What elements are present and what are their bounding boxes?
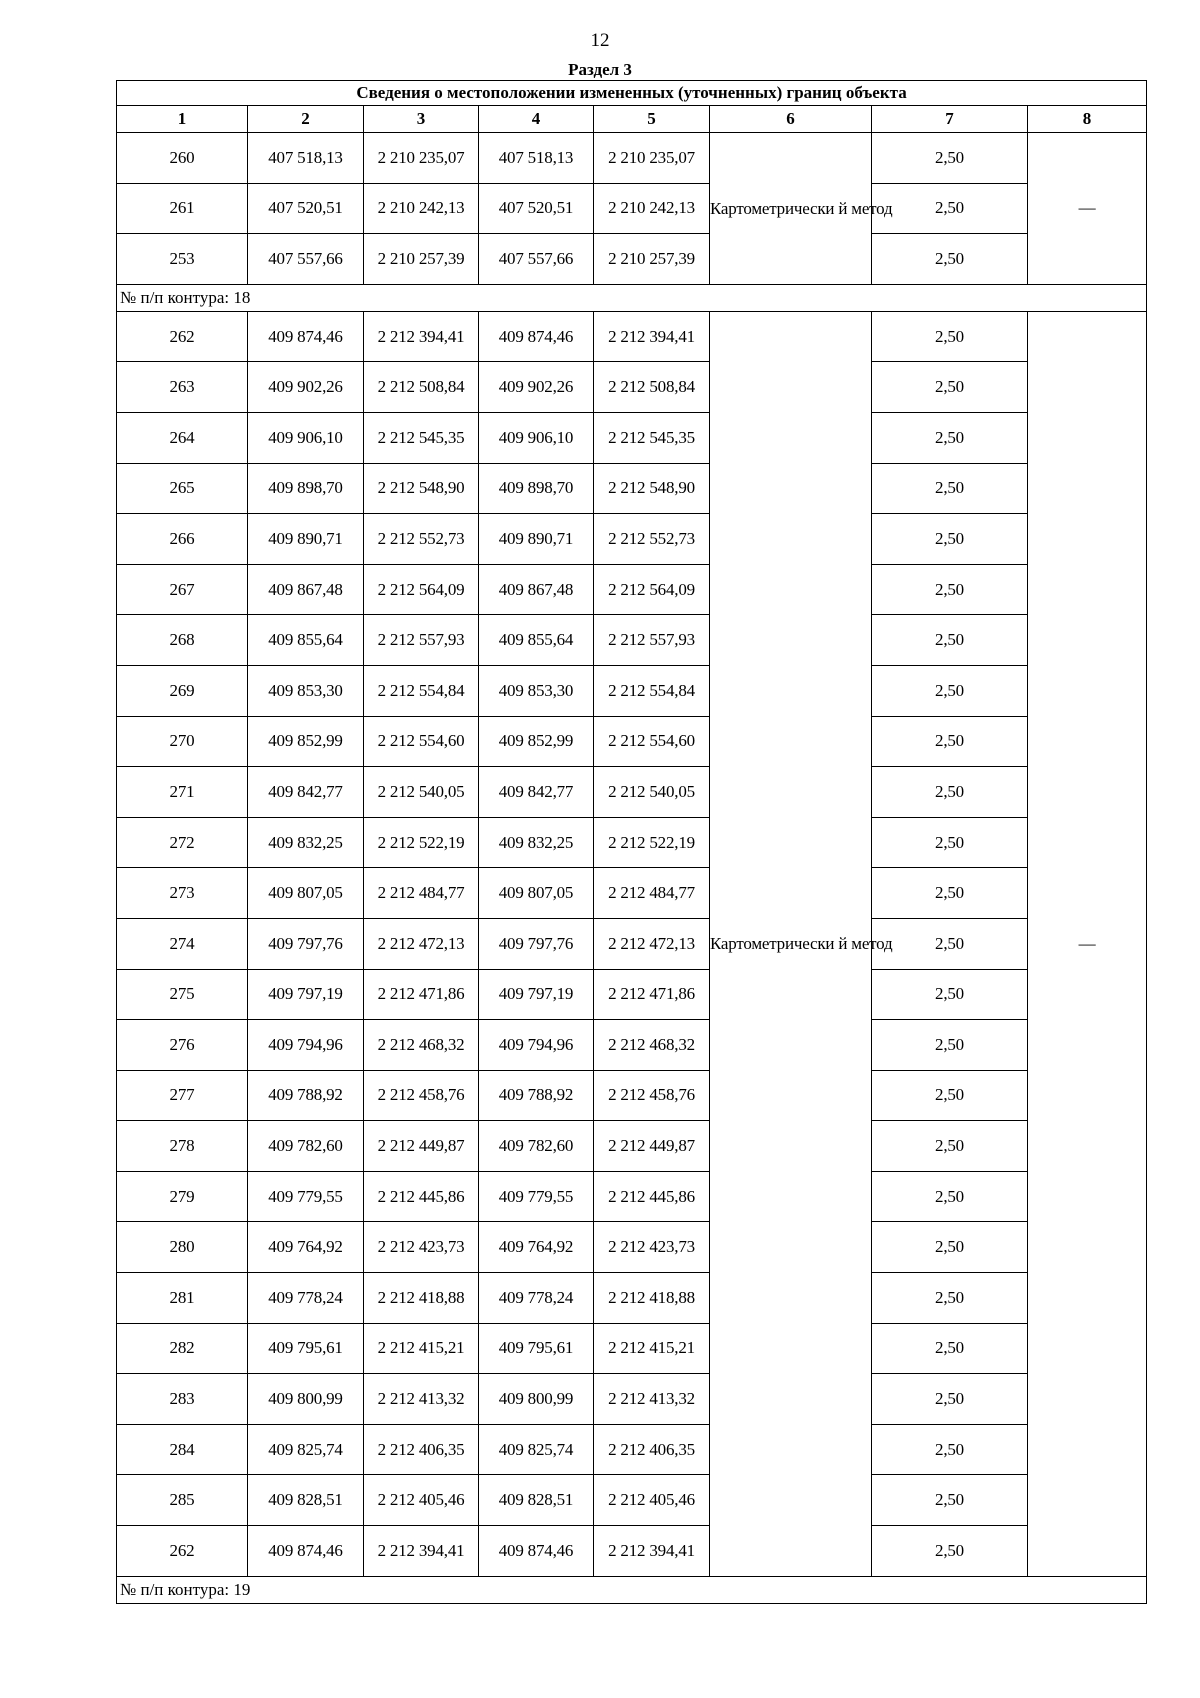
table-cell: 2 212 418,88 — [594, 1273, 710, 1324]
table-cell: 262 — [117, 311, 248, 362]
column-number-header: 5 — [594, 106, 710, 133]
table-row — [117, 1121, 1147, 1172]
table-cell: 2 212 522,19 — [364, 817, 479, 868]
table-cell: 281 — [117, 1273, 248, 1324]
table-cell: 407 518,13 — [248, 133, 364, 184]
accuracy-cell: 2,50 — [872, 514, 1028, 565]
table-cell: 2 212 522,19 — [594, 817, 710, 868]
table-cell: 409 807,05 — [248, 868, 364, 919]
table-cell: 409 832,25 — [479, 817, 594, 868]
accuracy-cell: 2,50 — [872, 1222, 1028, 1273]
method-cell: Картометрически й метод — [710, 311, 872, 1576]
table-cell: 2 212 394,41 — [364, 311, 479, 362]
table-cell: 407 520,51 — [248, 183, 364, 234]
accuracy-cell: 2,50 — [872, 463, 1028, 514]
table-cell: 2 212 484,77 — [594, 868, 710, 919]
table-cell: 409 779,55 — [248, 1171, 364, 1222]
table-cell: 409 788,92 — [248, 1070, 364, 1121]
accuracy-cell: 2,50 — [872, 311, 1028, 362]
column-number-header: 7 — [872, 106, 1028, 133]
table-cell: 2 212 405,46 — [364, 1475, 479, 1526]
table-cell: 409 898,70 — [479, 463, 594, 514]
accuracy-cell: 2,50 — [872, 1070, 1028, 1121]
table-row — [117, 868, 1147, 919]
accuracy-cell: 2,50 — [872, 969, 1028, 1020]
accuracy-cell: 2,50 — [872, 1020, 1028, 1071]
table-cell: 285 — [117, 1475, 248, 1526]
table-row — [117, 1374, 1147, 1425]
table-cell: 409 853,30 — [248, 665, 364, 716]
table-cell: 409 764,92 — [479, 1222, 594, 1273]
table-cell: 409 855,64 — [479, 615, 594, 666]
table-cell: 409 890,71 — [479, 514, 594, 565]
table-row — [117, 514, 1147, 565]
contour-row — [117, 284, 1147, 311]
accuracy-cell: 2,50 — [872, 665, 1028, 716]
table-cell: 271 — [117, 767, 248, 818]
table-cell: 409 797,19 — [248, 969, 364, 1020]
table-cell: 260 — [117, 133, 248, 184]
column-number-header: 4 — [479, 106, 594, 133]
table-cell: 2 212 554,60 — [594, 716, 710, 767]
table-cell: 2 210 257,39 — [364, 234, 479, 285]
table-cell: 268 — [117, 615, 248, 666]
table-cell: 407 557,66 — [479, 234, 594, 285]
table-cell: 409 795,61 — [479, 1323, 594, 1374]
table-cell: 407 557,66 — [248, 234, 364, 285]
table-cell: 2 210 242,13 — [364, 183, 479, 234]
table-cell: 409 825,74 — [479, 1424, 594, 1475]
table-cell: 272 — [117, 817, 248, 868]
table-row — [117, 362, 1147, 413]
table-cell: 409 852,99 — [479, 716, 594, 767]
table-row — [117, 767, 1147, 818]
table-cell: 2 212 557,93 — [364, 615, 479, 666]
contour-label: № п/п контура: 18 — [117, 284, 1147, 311]
table-cell: 409 874,46 — [479, 311, 594, 362]
table-cell: 2 212 548,90 — [594, 463, 710, 514]
table-cell: 409 782,60 — [248, 1121, 364, 1172]
table-cell: 2 212 471,86 — [594, 969, 710, 1020]
accuracy-cell: 2,50 — [872, 1526, 1028, 1577]
table-cell: 409 807,05 — [479, 868, 594, 919]
table-cell: 2 212 554,84 — [364, 665, 479, 716]
table-cell: 2 212 557,93 — [594, 615, 710, 666]
accuracy-cell: 2,50 — [872, 1424, 1028, 1475]
table-cell: 409 797,19 — [479, 969, 594, 1020]
table-cell: 2 212 564,09 — [594, 564, 710, 615]
table-cell: 2 212 449,87 — [594, 1121, 710, 1172]
table-cell: 2 212 445,86 — [364, 1171, 479, 1222]
table-cell: 409 779,55 — [479, 1171, 594, 1222]
accuracy-cell: 2,50 — [872, 1475, 1028, 1526]
table-cell: 409 867,48 — [479, 564, 594, 615]
table-cell: 278 — [117, 1121, 248, 1172]
table-cell: 284 — [117, 1424, 248, 1475]
table-row — [117, 716, 1147, 767]
table-cell: 2 212 540,05 — [364, 767, 479, 818]
table-cell: 2 210 235,07 — [364, 133, 479, 184]
table-cell: 2 212 471,86 — [364, 969, 479, 1020]
table-cell: 409 852,99 — [248, 716, 364, 767]
table-cell: 409 853,30 — [479, 665, 594, 716]
table-cell: 409 906,10 — [479, 412, 594, 463]
table-cell: 2 212 458,76 — [364, 1070, 479, 1121]
accuracy-cell: 2,50 — [872, 1323, 1028, 1374]
boundary-table — [116, 80, 1147, 1604]
table-cell: 253 — [117, 234, 248, 285]
accuracy-cell: 2,50 — [872, 615, 1028, 666]
table-cell: 409 794,96 — [248, 1020, 364, 1071]
table-cell: 409 855,64 — [248, 615, 364, 666]
table-row — [117, 1526, 1147, 1577]
table-cell: 270 — [117, 716, 248, 767]
table-cell: 409 874,46 — [248, 1526, 364, 1577]
table-cell: 409 898,70 — [248, 463, 364, 514]
column-number-header: 3 — [364, 106, 479, 133]
table-row — [117, 1475, 1147, 1526]
accuracy-cell: 2,50 — [872, 1273, 1028, 1324]
table-cell: 282 — [117, 1323, 248, 1374]
table-row — [117, 918, 1147, 969]
table-row — [117, 463, 1147, 514]
table-cell: 409 906,10 — [248, 412, 364, 463]
accuracy-cell: 2,50 — [872, 767, 1028, 818]
table-cell: 2 212 508,84 — [594, 362, 710, 413]
table-row — [117, 1424, 1147, 1475]
table-cell: 2 212 413,32 — [364, 1374, 479, 1425]
table-cell: 409 778,24 — [248, 1273, 364, 1324]
accuracy-cell: 2,50 — [872, 716, 1028, 767]
accuracy-cell: 2,50 — [872, 183, 1028, 234]
table-cell: 2 210 242,13 — [594, 183, 710, 234]
accuracy-cell: 2,50 — [872, 234, 1028, 285]
accuracy-cell: 2,50 — [872, 412, 1028, 463]
table-row — [117, 133, 1147, 184]
table-cell: 2 212 418,88 — [364, 1273, 479, 1324]
table-row — [117, 564, 1147, 615]
table-cell: 409 795,61 — [248, 1323, 364, 1374]
table-cell: 409 832,25 — [248, 817, 364, 868]
table-row — [117, 969, 1147, 1020]
table-cell: 265 — [117, 463, 248, 514]
table-cell: 2 210 257,39 — [594, 234, 710, 285]
table-cell: 2 212 415,21 — [594, 1323, 710, 1374]
table-cell: 2 212 449,87 — [364, 1121, 479, 1172]
table-cell: 2 212 406,35 — [364, 1424, 479, 1475]
method-cell: Картометрически й метод — [710, 133, 872, 285]
table-cell: 2 212 423,73 — [594, 1222, 710, 1273]
table-cell: 2 212 484,77 — [364, 868, 479, 919]
table-cell: 407 520,51 — [479, 183, 594, 234]
table-cell: 2 212 472,13 — [594, 918, 710, 969]
table-cell: 409 842,77 — [248, 767, 364, 818]
table-cell: 269 — [117, 665, 248, 716]
table-cell: 2 212 472,13 — [364, 918, 479, 969]
column-8-cell: — — [1028, 311, 1147, 1576]
table-cell: 409 828,51 — [248, 1475, 364, 1526]
table-cell: 409 764,92 — [248, 1222, 364, 1273]
column-number-header: 8 — [1028, 106, 1147, 133]
table-cell: 409 890,71 — [248, 514, 364, 565]
table-cell: 279 — [117, 1171, 248, 1222]
table-cell: 2 212 552,73 — [364, 514, 479, 565]
section-title: Раздел 3 — [568, 60, 632, 79]
page-number: 12 — [590, 30, 610, 51]
table-row — [117, 311, 1147, 362]
table-cell: 409 902,26 — [479, 362, 594, 413]
table-row — [117, 183, 1147, 234]
column-8-cell: — — [1028, 133, 1147, 285]
table-cell: 2 212 545,35 — [594, 412, 710, 463]
table-row — [117, 615, 1147, 666]
column-number-header: 1 — [117, 106, 248, 133]
table-cell: 2 212 458,76 — [594, 1070, 710, 1121]
table-cell: 409 842,77 — [479, 767, 594, 818]
table-cell: 2 212 468,32 — [364, 1020, 479, 1071]
table-cell: 261 — [117, 183, 248, 234]
table-cell: 2 212 394,41 — [364, 1526, 479, 1577]
table-cell: 262 — [117, 1526, 248, 1577]
table-cell: 2 212 554,84 — [594, 665, 710, 716]
table-cell: 267 — [117, 564, 248, 615]
table-cell: 409 778,24 — [479, 1273, 594, 1324]
table-cell: 409 902,26 — [248, 362, 364, 413]
table-row — [117, 234, 1147, 285]
table-cell: 2 212 554,60 — [364, 716, 479, 767]
accuracy-cell: 2,50 — [872, 1171, 1028, 1222]
table-cell: 274 — [117, 918, 248, 969]
table-row — [117, 1222, 1147, 1273]
table-cell: 2 212 413,32 — [594, 1374, 710, 1425]
column-number-header: 2 — [248, 106, 364, 133]
table-cell: 2 212 548,90 — [364, 463, 479, 514]
table-cell: 2 212 405,46 — [594, 1475, 710, 1526]
table-row — [117, 1070, 1147, 1121]
table-cell: 407 518,13 — [479, 133, 594, 184]
table-cell: 2 212 406,35 — [594, 1424, 710, 1475]
table-cell: 2 212 445,86 — [594, 1171, 710, 1222]
column-number-header: 6 — [710, 106, 872, 133]
accuracy-cell: 2,50 — [872, 564, 1028, 615]
table-row — [117, 665, 1147, 716]
table-cell: 409 782,60 — [479, 1121, 594, 1172]
table-row — [117, 1323, 1147, 1374]
table-cell: 2 210 235,07 — [594, 133, 710, 184]
table-cell: 409 874,46 — [479, 1526, 594, 1577]
accuracy-cell: 2,50 — [872, 133, 1028, 184]
table-cell: 273 — [117, 868, 248, 919]
table-cell: 283 — [117, 1374, 248, 1425]
table-cell: 2 212 540,05 — [594, 767, 710, 818]
table-cell: 277 — [117, 1070, 248, 1121]
accuracy-cell: 2,50 — [872, 1121, 1028, 1172]
table-cell: 409 797,76 — [248, 918, 364, 969]
table-cell: 2 212 508,84 — [364, 362, 479, 413]
table-cell: 409 825,74 — [248, 1424, 364, 1475]
table-cell: 2 212 468,32 — [594, 1020, 710, 1071]
table-cell: 409 794,96 — [479, 1020, 594, 1071]
table-row — [117, 1171, 1147, 1222]
table-cell: 409 800,99 — [479, 1374, 594, 1425]
accuracy-cell: 2,50 — [872, 918, 1028, 969]
table-cell: 409 788,92 — [479, 1070, 594, 1121]
table-cell: 2 212 415,21 — [364, 1323, 479, 1374]
table-cell: 276 — [117, 1020, 248, 1071]
table-cell: 2 212 552,73 — [594, 514, 710, 565]
table-cell: 409 867,48 — [248, 564, 364, 615]
table-cell: 2 212 545,35 — [364, 412, 479, 463]
contour-row — [117, 1576, 1147, 1603]
table-cell: 409 828,51 — [479, 1475, 594, 1526]
table-cell: 409 874,46 — [248, 311, 364, 362]
table-cell: 264 — [117, 412, 248, 463]
table-cell: 275 — [117, 969, 248, 1020]
accuracy-cell: 2,50 — [872, 1374, 1028, 1425]
table-cell: 2 212 564,09 — [364, 564, 479, 615]
table-caption: Сведения о местоположении измененных (уточненных) границ объекта — [117, 81, 1147, 106]
table-cell: 2 212 423,73 — [364, 1222, 479, 1273]
table-cell: 409 800,99 — [248, 1374, 364, 1425]
table-row — [117, 1020, 1147, 1071]
accuracy-cell: 2,50 — [872, 868, 1028, 919]
table-cell: 266 — [117, 514, 248, 565]
table-cell: 2 212 394,41 — [594, 1526, 710, 1577]
table-cell: 2 212 394,41 — [594, 311, 710, 362]
table-row — [117, 1273, 1147, 1324]
table-cell: 409 797,76 — [479, 918, 594, 969]
accuracy-cell: 2,50 — [872, 362, 1028, 413]
table-row — [117, 817, 1147, 868]
table-cell: 280 — [117, 1222, 248, 1273]
table-row — [117, 412, 1147, 463]
accuracy-cell: 2,50 — [872, 817, 1028, 868]
table-cell: 263 — [117, 362, 248, 413]
contour-label: № п/п контура: 19 — [117, 1576, 1147, 1603]
